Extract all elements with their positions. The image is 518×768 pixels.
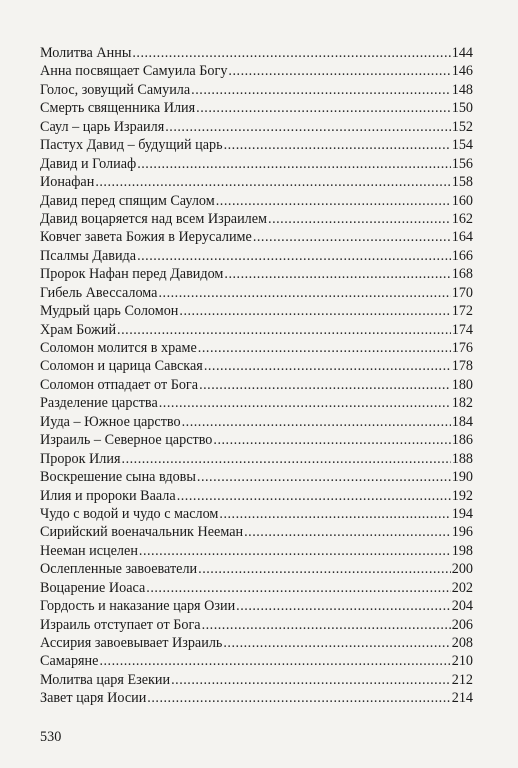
toc-entry	[40, 136, 473, 154]
toc-dot-leader	[204, 357, 451, 375]
toc-entry-page: 164	[451, 229, 473, 246]
toc-dot-leader	[139, 542, 451, 560]
toc-entry-page: 148	[451, 81, 473, 98]
toc-entry-title: Соломон молится в храме	[40, 340, 197, 356]
toc-entry	[40, 44, 473, 62]
toc-entry	[40, 173, 473, 191]
toc-entry-title: Чудо с водой и чудо с маслом	[40, 505, 219, 522]
toc-entry-page: 212	[451, 671, 473, 688]
toc-entry-page: 208	[451, 635, 473, 651]
toc-entry-title: Мудрый царь Соломон	[40, 303, 179, 320]
toc-dot-leader	[147, 689, 450, 707]
toc-dot-leader	[223, 634, 450, 652]
toc-entry-page: 146	[451, 63, 473, 80]
toc-dot-leader	[99, 652, 450, 670]
toc-entry	[40, 523, 473, 541]
toc-entry-title: Смерть священника Илия	[40, 100, 196, 117]
toc-dot-leader	[122, 450, 451, 468]
toc-entry-title: Гордость и наказание царя Озии	[40, 598, 236, 615]
toc-entry	[40, 247, 473, 265]
toc-entry-page: 172	[451, 303, 473, 320]
toc-entry	[40, 228, 473, 246]
toc-dot-leader	[268, 210, 451, 228]
toc-dot-leader	[95, 173, 450, 191]
toc-entry	[40, 542, 473, 560]
toc-dot-leader	[179, 302, 450, 320]
toc-entry	[40, 62, 473, 80]
toc-entry-title: Ассирия завоевывает Израиль	[40, 635, 223, 651]
toc-entry-page: 178	[451, 358, 473, 375]
toc-dot-leader	[198, 339, 451, 357]
toc-dot-leader	[219, 505, 450, 523]
toc-entry-page: 186	[451, 432, 473, 449]
toc-entry	[40, 339, 473, 357]
toc-entry-page: 144	[451, 45, 473, 61]
toc-entry-page: 194	[451, 505, 473, 522]
toc-entry	[40, 302, 473, 320]
toc-entry-title: Завет царя Иосии	[40, 690, 147, 707]
toc-entry-page: 166	[451, 247, 473, 264]
toc-entry	[40, 505, 473, 523]
toc-dot-leader	[146, 579, 450, 597]
toc-entry-page: 182	[451, 395, 473, 412]
toc-entry-page: 204	[451, 598, 473, 615]
toc-entry-title: Ковчег завета Божия в Иерусалиме	[40, 229, 252, 246]
table-of-contents	[40, 44, 473, 708]
toc-dot-leader	[171, 671, 451, 689]
toc-entry-title: Илия и пророки Ваала	[40, 487, 176, 504]
toc-dot-leader	[191, 81, 451, 99]
toc-entry	[40, 468, 473, 486]
toc-entry	[40, 99, 473, 117]
toc-entry-page: 200	[451, 561, 473, 578]
toc-entry-page: 176	[451, 340, 473, 356]
toc-entry-page: 202	[451, 579, 473, 596]
toc-entry-page: 168	[451, 266, 473, 283]
toc-entry-title: Соломон и царица Савская	[40, 358, 203, 375]
toc-entry-title: Иуда – Южное царство	[40, 413, 181, 430]
toc-dot-leader	[224, 265, 450, 283]
toc-dot-leader	[182, 413, 451, 431]
toc-entry	[40, 321, 473, 339]
toc-entry	[40, 652, 473, 670]
toc-dot-leader	[224, 136, 451, 154]
toc-dot-leader	[228, 62, 450, 80]
toc-entry-page: 154	[451, 137, 473, 154]
toc-dot-leader	[216, 192, 451, 210]
toc-entry-title: Храм Божий	[40, 321, 117, 338]
toc-entry	[40, 394, 473, 412]
toc-entry-page: 206	[451, 616, 473, 633]
toc-dot-leader	[158, 284, 450, 302]
toc-entry	[40, 560, 473, 578]
toc-entry-title: Давид воцаряется над всем Израилем	[40, 210, 268, 227]
toc-entry	[40, 118, 473, 136]
toc-entry-title: Пастух Давид – будущий царь	[40, 137, 223, 154]
toc-entry-page: 174	[451, 321, 473, 338]
toc-dot-leader	[165, 118, 451, 136]
toc-entry-page: 196	[451, 524, 473, 541]
toc-dot-leader	[177, 487, 451, 505]
toc-entry	[40, 616, 473, 634]
toc-entry-title: Ослепленные завоеватели	[40, 561, 198, 578]
toc-entry	[40, 579, 473, 597]
toc-entry	[40, 210, 473, 228]
toc-dot-leader	[198, 560, 451, 578]
toc-entry	[40, 689, 473, 707]
toc-dot-leader	[244, 523, 451, 541]
toc-entry-title: Воскрешение сына вдовы	[40, 469, 196, 486]
toc-dot-leader	[253, 228, 451, 246]
toc-dot-leader	[197, 468, 451, 486]
toc-entry-page: 150	[451, 100, 473, 117]
toc-entry-title: Молитва царя Езекии	[40, 671, 171, 688]
toc-entry-title: Пророк Нафан перед Давидом	[40, 266, 224, 283]
toc-entry-page: 192	[451, 487, 473, 504]
toc-entry-title: Соломон отпадает от Бога	[40, 376, 199, 393]
toc-dot-leader	[199, 376, 451, 394]
toc-entry-title: Сирийский военачальник Нееман	[40, 524, 244, 541]
toc-entry-title: Израиль отступает от Бога	[40, 616, 201, 633]
toc-dot-leader	[132, 44, 450, 62]
toc-entry	[40, 597, 473, 615]
toc-entry-page: 162	[451, 210, 473, 227]
toc-entry-page: 214	[451, 690, 473, 707]
toc-dot-leader	[137, 155, 451, 173]
toc-entry	[40, 431, 473, 449]
toc-entry-title: Воцарение Иоаса	[40, 579, 146, 596]
toc-entry-title: Давид перед спящим Саулом	[40, 192, 215, 209]
toc-entry	[40, 192, 473, 210]
toc-entry	[40, 634, 473, 652]
toc-entry-page: 190	[451, 469, 473, 486]
toc-entry	[40, 265, 473, 283]
toc-entry-title: Анна посвящает Самуила Богу	[40, 63, 228, 80]
toc-entry-title: Псалмы Давида	[40, 247, 137, 264]
toc-entry-title: Молитва Анны	[40, 45, 132, 61]
toc-dot-leader	[117, 321, 451, 339]
toc-entry-page: 170	[451, 284, 473, 301]
toc-dot-leader	[213, 431, 450, 449]
toc-entry-title: Давид и Голиаф	[40, 155, 137, 172]
toc-entry	[40, 155, 473, 173]
toc-entry	[40, 357, 473, 375]
toc-dot-leader	[196, 99, 451, 117]
toc-entry-page: 184	[451, 413, 473, 430]
toc-entry	[40, 376, 473, 394]
toc-entry-title: Голос, зовущий Самуила	[40, 81, 191, 98]
toc-dot-leader	[137, 247, 451, 265]
toc-entry-title: Нееман исцелен	[40, 542, 138, 559]
toc-dot-leader	[236, 597, 451, 615]
toc-entry	[40, 81, 473, 99]
toc-entry-page: 152	[451, 118, 473, 135]
toc-entry-page: 198	[451, 542, 473, 559]
toc-entry	[40, 284, 473, 302]
toc-entry-title: Разделение царства	[40, 395, 158, 412]
toc-entry-page: 210	[451, 653, 473, 670]
toc-entry-page: 156	[451, 155, 473, 172]
toc-entry-title: Пророк Илия	[40, 450, 121, 467]
toc-entry-title: Самаряне	[40, 653, 99, 670]
toc-entry-title: Саул – царь Израиля	[40, 118, 165, 135]
page-number: 530	[40, 729, 62, 745]
toc-entry-page: 158	[451, 174, 473, 191]
toc-dot-leader	[202, 616, 451, 634]
toc-entry-page: 188	[451, 450, 473, 467]
toc-entry	[40, 487, 473, 505]
toc-entry-page: 160	[451, 192, 473, 209]
toc-entry	[40, 413, 473, 431]
toc-entry-title: Гибель Авессалома	[40, 284, 158, 301]
toc-entry	[40, 450, 473, 468]
toc-dot-leader	[159, 394, 451, 412]
toc-entry-title: Израиль – Северное царство	[40, 432, 213, 449]
toc-entry-title: Ионафан	[40, 174, 95, 191]
toc-entry	[40, 671, 473, 689]
toc-entry-page: 180	[451, 376, 473, 393]
